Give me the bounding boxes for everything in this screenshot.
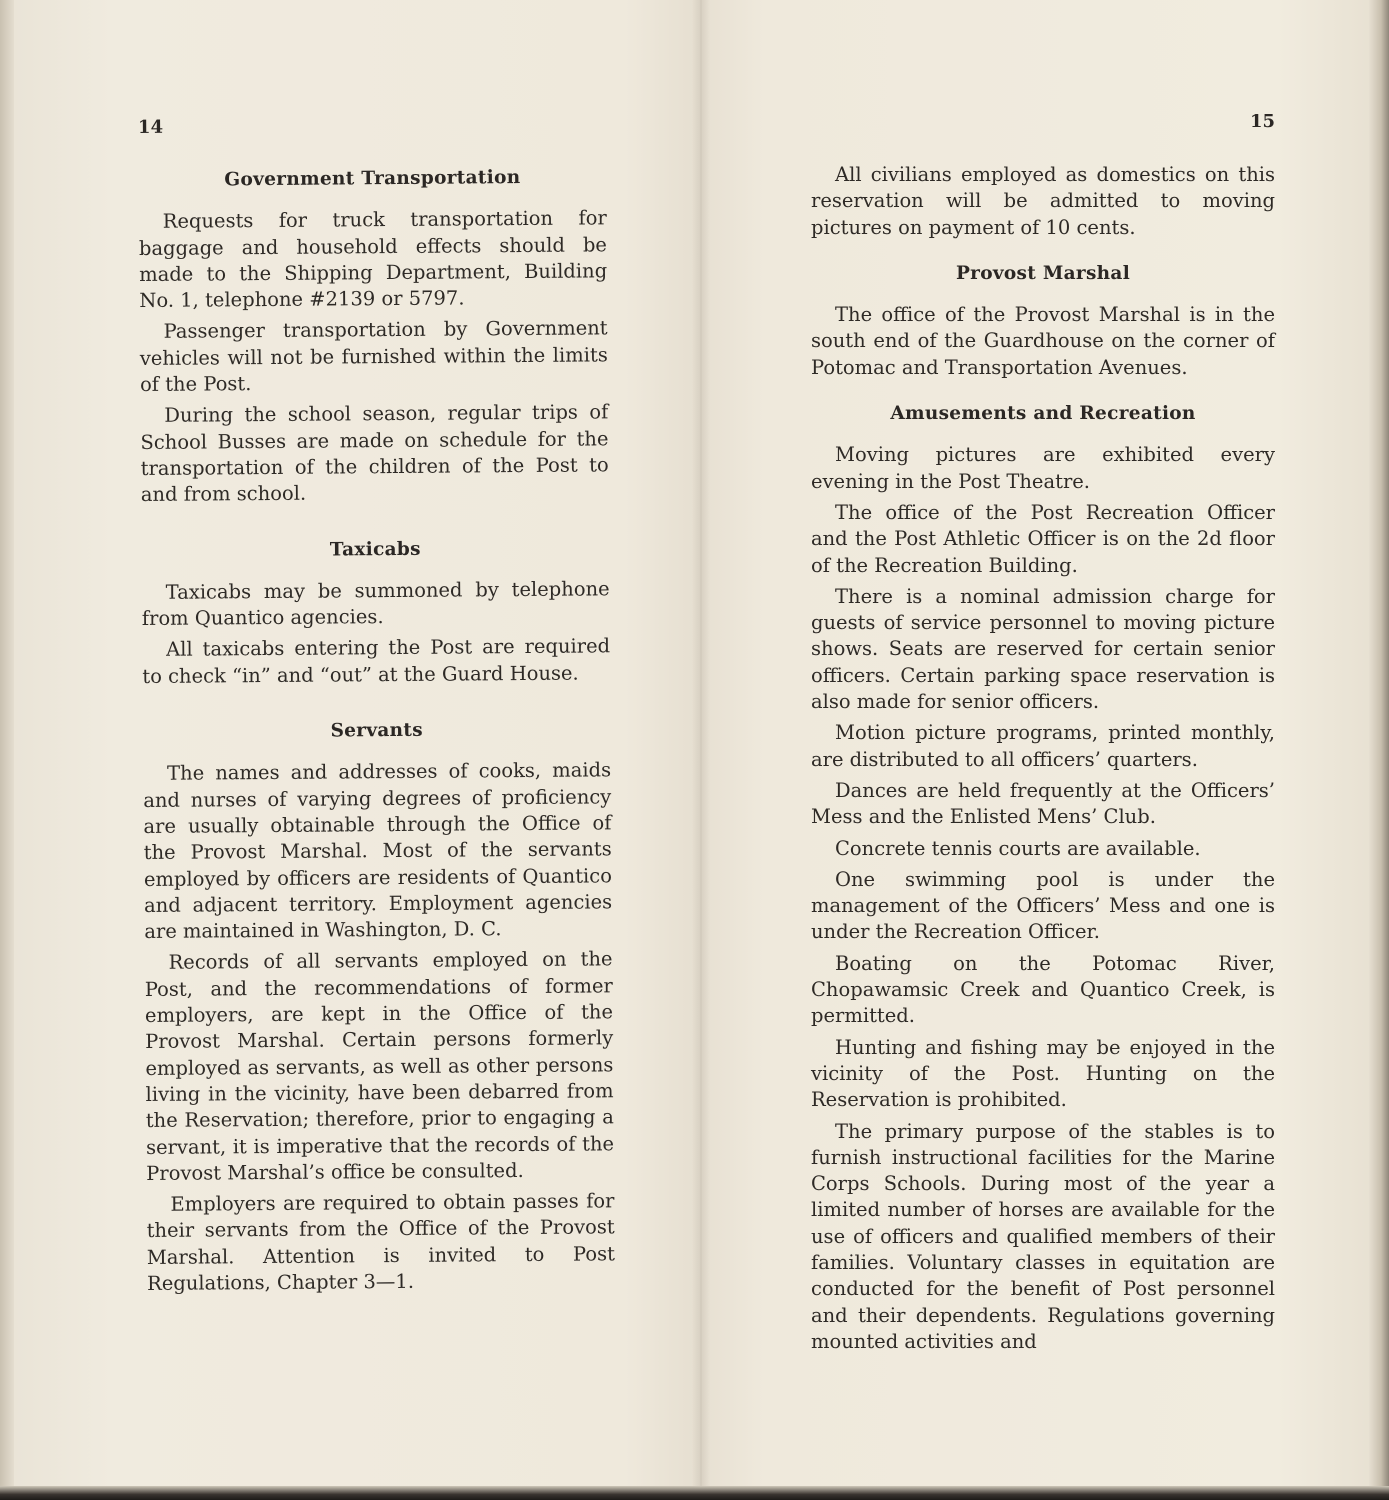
paragraph: All taxicabs entering the Post are required to check “in” and “out” at the Guard House. <box>142 634 611 688</box>
paragraph: The office of the Provost Marshal is in the south end of the Guardhouse on the corner of Potomac and Transportation Avenues. <box>811 303 1275 379</box>
paragraph: Employers are required to obtain passes for their servants from the Office of the Provost Marshal. Attention is invited to Post Regulations, Chapter 3—1. <box>146 1189 615 1295</box>
section-heading: Provost Marshal <box>955 262 1131 284</box>
paragraph: Dances are held frequently at the Officers’ Mess and the Enlisted Mens’ Club. <box>811 778 1275 829</box>
paragraph: During the school season, regular trips of School Busses are made on schedule for the transportation of the children of the Post to and from school. <box>140 400 609 507</box>
paragraph: There is a nominal admission charge for guests of service personnel to moving picture shows. Seats are reserved for certain senior officers. Certain parking space reservation is also made for senior officers. <box>811 584 1275 714</box>
paragraph: Taxicabs may be summoned by telephone from Quantico agencies. <box>141 577 610 631</box>
page-edge-bottom <box>0 1486 1389 1500</box>
paragraph: All civilians employed as domestics on this reservation will be admitted to moving pictures on payment of 10 cents. <box>811 163 1275 239</box>
paragraph: The office of the Post Recreation Officer and the Post Athletic Officer is on the 2d floor of the Recreation Building. <box>811 500 1275 577</box>
section-heading: Amusements and Recreation <box>890 403 1196 425</box>
section-heading: Servants <box>330 719 424 742</box>
paragraph: Hunting and fishing may be enjoyed in the vicinity of the Post. Hunting on the Reservation is prohibited. <box>811 1035 1275 1112</box>
page-edge-left <box>0 0 14 1500</box>
page-number: 15 <box>1249 111 1275 132</box>
paragraph: Passenger transportation by Government vehicles will not be furnished within the limits of the Post. <box>139 316 608 397</box>
paragraph: Moving pictures are exhibited every evening in the Post Theatre. <box>811 443 1275 493</box>
paragraph: One swimming pool is under the management of the Officers’ Mess and one is under the Recreation Officer. <box>811 867 1275 944</box>
paragraph: Concrete tennis courts are available. <box>835 836 1201 860</box>
right-page-content <box>811 162 1275 1355</box>
book-gutter <box>692 0 710 1486</box>
section-heading: Government Transportation <box>224 166 521 191</box>
paragraph: Records of all servants employed on the Post, and the recommendations of former employers, are kept in the Office of the Provost Marshal. Certain persons formerly employed as servants, as well as other persons living in the vicinity, have been debarred from the Reservation; therefore, prior to engaging a servant, it is imperative that the records of the Provost Marshal’s office be consulted. <box>144 947 615 1185</box>
paragraph: Requests for truck transportation for baggage and household effects should be made to the Shipping Department, Building No. 1, telephone #2139 or 5797. <box>138 206 608 313</box>
paragraph: The primary purpose of the stables is to furnish instructional facilities for the Marine Corps Schools. During most of the year a limited number of horses are available for the use of officers and qualified members of their families. Voluntary classes in equitation are conducted for the benefit of Post personnel and their dependents. Regulations governing mounted activities and <box>811 1119 1275 1353</box>
paragraph: Boating on the Potomac River, Chopawamsic Creek and Quantico Creek, is permitted. <box>811 951 1275 1028</box>
section-heading: Taxicabs <box>329 538 421 561</box>
page-number: 14 <box>137 116 164 138</box>
page-edge-right <box>1369 0 1389 1500</box>
paragraph: The names and addresses of cooks, maids and nurses of varying degrees of proficiency are usually obtainable through the Office of the Provost Marshal. Most of the servants employed by officers are residents of Quantico and adjacent territory. Employment agencies are maintained in Washington, D. C. <box>143 758 613 944</box>
paragraph: Motion picture programs, printed monthly, are distributed to all officers’ quarters. <box>811 721 1275 771</box>
left-page-content <box>138 164 615 1297</box>
